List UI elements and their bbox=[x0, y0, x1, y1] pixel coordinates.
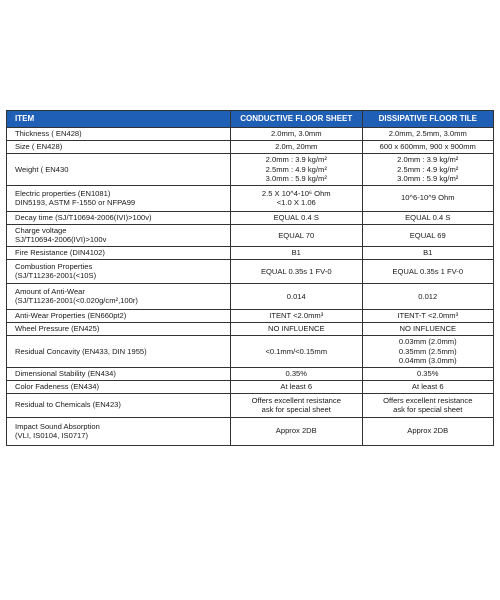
conductive-value-line: NO INFLUENCE bbox=[267, 324, 325, 334]
conductive-value bbox=[231, 283, 362, 309]
dissipative-value bbox=[362, 367, 494, 380]
dissipative-value bbox=[362, 246, 494, 259]
conductive-value bbox=[231, 309, 362, 322]
row-label bbox=[7, 128, 231, 141]
row-label-line: Fire Resistance (DIN4102) bbox=[15, 248, 105, 258]
dissipative-value-line: Approx 2DB bbox=[407, 426, 449, 436]
row-label bbox=[7, 224, 231, 246]
table-row bbox=[7, 380, 494, 393]
conductive-value bbox=[231, 322, 362, 335]
header-dissipative: DISSIPATIVE FLOOR TILE bbox=[362, 111, 494, 128]
conductive-value-line: Offers excellent resistance bbox=[251, 395, 341, 405]
conductive-value bbox=[231, 128, 362, 141]
row-label-line: Residual to Chemicals (EN423) bbox=[15, 400, 121, 410]
row-label-line: Combustion Properties bbox=[15, 261, 93, 271]
dissipative-value bbox=[362, 417, 494, 445]
table-row bbox=[7, 128, 494, 141]
row-label-line: Wheel Pressure (EN425) bbox=[15, 324, 100, 334]
dissipative-value-line: 3.0mm : 5.9 kg/m² bbox=[397, 174, 459, 184]
row-label bbox=[7, 283, 231, 309]
dissipative-value bbox=[362, 154, 494, 186]
conductive-value-line: 2.0m, 20mm bbox=[275, 142, 318, 152]
row-label-line: SJ/T10694-2006(IVI)>100v bbox=[15, 235, 107, 245]
dissipative-value bbox=[362, 393, 494, 417]
row-label-line: Weight ( EN430 bbox=[15, 164, 69, 174]
conductive-value bbox=[231, 417, 362, 445]
dissipative-value bbox=[362, 259, 494, 283]
row-label bbox=[7, 309, 231, 322]
conductive-value bbox=[231, 380, 362, 393]
conductive-value bbox=[231, 224, 362, 246]
spec-table bbox=[6, 110, 494, 446]
row-label-line: Charge voltage bbox=[15, 225, 67, 235]
conductive-value-line: B1 bbox=[291, 248, 301, 258]
row-label-line: DIN5193, ASTM F-1550 or NFPA99 bbox=[15, 198, 136, 208]
conductive-value-line: 0.014 bbox=[286, 291, 306, 301]
dissipative-value-line: ITENT-T <2.0mm³ bbox=[397, 311, 459, 321]
dissipative-value bbox=[362, 128, 494, 141]
row-label-line: Electric properties (EN1081) bbox=[15, 188, 111, 198]
dissipative-value-line: EQUAL 0.35s 1 FV-0 bbox=[392, 266, 464, 276]
dissipative-value bbox=[362, 185, 494, 211]
table-row bbox=[7, 246, 494, 259]
row-label-line: Thickness ( EN428) bbox=[15, 129, 82, 139]
conductive-value bbox=[231, 367, 362, 380]
conductive-value bbox=[231, 211, 362, 224]
conductive-value bbox=[231, 246, 362, 259]
dissipative-value-line: EQUAL 69 bbox=[409, 230, 446, 240]
conductive-value bbox=[231, 154, 362, 186]
dissipative-value bbox=[362, 211, 494, 224]
row-label bbox=[7, 417, 231, 445]
dissipative-value-line: 600 x 600mm, 900 x 900mm bbox=[379, 142, 476, 152]
dissipative-value-line: 0.04mm (3.0mm) bbox=[398, 356, 457, 366]
conductive-value-line: <1.0 X 1.06 bbox=[276, 198, 316, 208]
header-conductive: CONDUCTIVE FLOOR SHEET bbox=[231, 111, 362, 128]
dissipative-value-line: 0.35% bbox=[416, 368, 439, 378]
dissipative-value-line: 0.35mm (2.5mm) bbox=[398, 346, 457, 356]
dissipative-value-line: NO INFLUENCE bbox=[399, 324, 457, 334]
dissipative-value-line: At least 6 bbox=[411, 381, 444, 391]
dissipative-value-line: ask for special sheet bbox=[393, 405, 463, 415]
dissipative-value-line: Offers excellent resistance bbox=[383, 395, 473, 405]
conductive-value-line: 2.0mm, 3.0mm bbox=[270, 129, 322, 139]
row-label-line: Dimensional Stability (EN434) bbox=[15, 368, 116, 378]
table-row bbox=[7, 367, 494, 380]
table-row bbox=[7, 393, 494, 417]
table-row bbox=[7, 185, 494, 211]
dissipative-value bbox=[362, 335, 494, 367]
table-row bbox=[7, 335, 494, 367]
dissipative-value bbox=[362, 283, 494, 309]
row-label-line: Size ( EN428) bbox=[15, 142, 63, 152]
row-label-line: Color Fadeness (EN434) bbox=[15, 381, 99, 391]
row-label bbox=[7, 211, 231, 224]
table-row bbox=[7, 283, 494, 309]
row-label bbox=[7, 259, 231, 283]
dissipative-value-line: B1 bbox=[423, 248, 433, 258]
conductive-value bbox=[231, 335, 362, 367]
conductive-value bbox=[231, 141, 362, 154]
row-label bbox=[7, 246, 231, 259]
conductive-value bbox=[231, 393, 362, 417]
dissipative-value-line: 10^6-10^9 Ohm bbox=[400, 193, 455, 203]
conductive-value-line: At least 6 bbox=[280, 381, 313, 391]
table-row bbox=[7, 141, 494, 154]
row-label-line: (SJ/T11236-2001(<10S) bbox=[15, 271, 97, 281]
table-row bbox=[7, 154, 494, 186]
row-label-line: (VLI, IS0104, IS0717) bbox=[15, 431, 89, 441]
header-item: ITEM bbox=[7, 111, 231, 128]
dissipative-value-line: 2.0mm, 2.5mm, 3.0mm bbox=[388, 129, 467, 139]
conductive-value-line: 3.0mm : 5.9 kg/m² bbox=[265, 174, 327, 184]
conductive-value-line: EQUAL 70 bbox=[278, 230, 315, 240]
conductive-value-line: EQUAL 0.4 S bbox=[273, 212, 319, 222]
dissipative-value bbox=[362, 141, 494, 154]
dissipative-value-line: 2.5mm : 4.9 kg/m² bbox=[397, 164, 459, 174]
conductive-value-line: Approx 2DB bbox=[275, 426, 317, 436]
table-row bbox=[7, 309, 494, 322]
dissipative-value-line: EQUAL 0.4 S bbox=[405, 212, 451, 222]
dissipative-value bbox=[362, 380, 494, 393]
dissipative-value bbox=[362, 309, 494, 322]
row-label-line: Impact Sound Absorption bbox=[15, 421, 100, 431]
conductive-value-line: 0.35% bbox=[285, 368, 308, 378]
dissipative-value bbox=[362, 224, 494, 246]
row-label bbox=[7, 141, 231, 154]
row-label-line: Decay time (SJ/T10694-2006(IVI)>100v) bbox=[15, 212, 152, 222]
conductive-value-line: 2.5mm : 4.9 kg/m² bbox=[265, 164, 327, 174]
row-label-line: (SJ/T11236-2001(<0.020g/cm²,100r) bbox=[15, 296, 138, 306]
table-row bbox=[7, 224, 494, 246]
table-body bbox=[7, 128, 494, 446]
row-label-line: Residual Concavity (EN433, DIN 1955) bbox=[15, 346, 147, 356]
row-label bbox=[7, 393, 231, 417]
table-row bbox=[7, 259, 494, 283]
table-row bbox=[7, 211, 494, 224]
conductive-value-line: EQUAL 0.35s 1 FV-0 bbox=[260, 266, 332, 276]
row-label bbox=[7, 154, 231, 186]
row-label bbox=[7, 367, 231, 380]
conductive-value-line: ITENT <2.0mm³ bbox=[269, 311, 324, 321]
conductive-value-line: 2.0mm : 3.9 kg/m² bbox=[265, 155, 327, 164]
row-label bbox=[7, 322, 231, 335]
table-row bbox=[7, 322, 494, 335]
conductive-value-line: ask for special sheet bbox=[261, 405, 331, 415]
row-label bbox=[7, 185, 231, 211]
conductive-value-line: <0.1mm/<0.15mm bbox=[265, 346, 328, 356]
row-label-line: Anti-Wear Properties (EN660pt2) bbox=[15, 311, 127, 321]
table-header-row bbox=[7, 111, 494, 128]
conductive-value bbox=[231, 259, 362, 283]
row-label bbox=[7, 335, 231, 367]
dissipative-value-line: 0.03mm (2.0mm) bbox=[398, 336, 457, 346]
row-label bbox=[7, 380, 231, 393]
dissipative-value-line: 0.012 bbox=[418, 291, 438, 301]
conductive-value-line: 2.5 X 10^4-10⁶ Ohm bbox=[261, 188, 331, 198]
dissipative-value bbox=[362, 322, 494, 335]
conductive-value bbox=[231, 185, 362, 211]
row-label-line: Amount of Anti-Wear bbox=[15, 286, 85, 296]
dissipative-value-line: 2.0mm : 3.9 kg/m² bbox=[397, 155, 459, 164]
table-row bbox=[7, 417, 494, 445]
